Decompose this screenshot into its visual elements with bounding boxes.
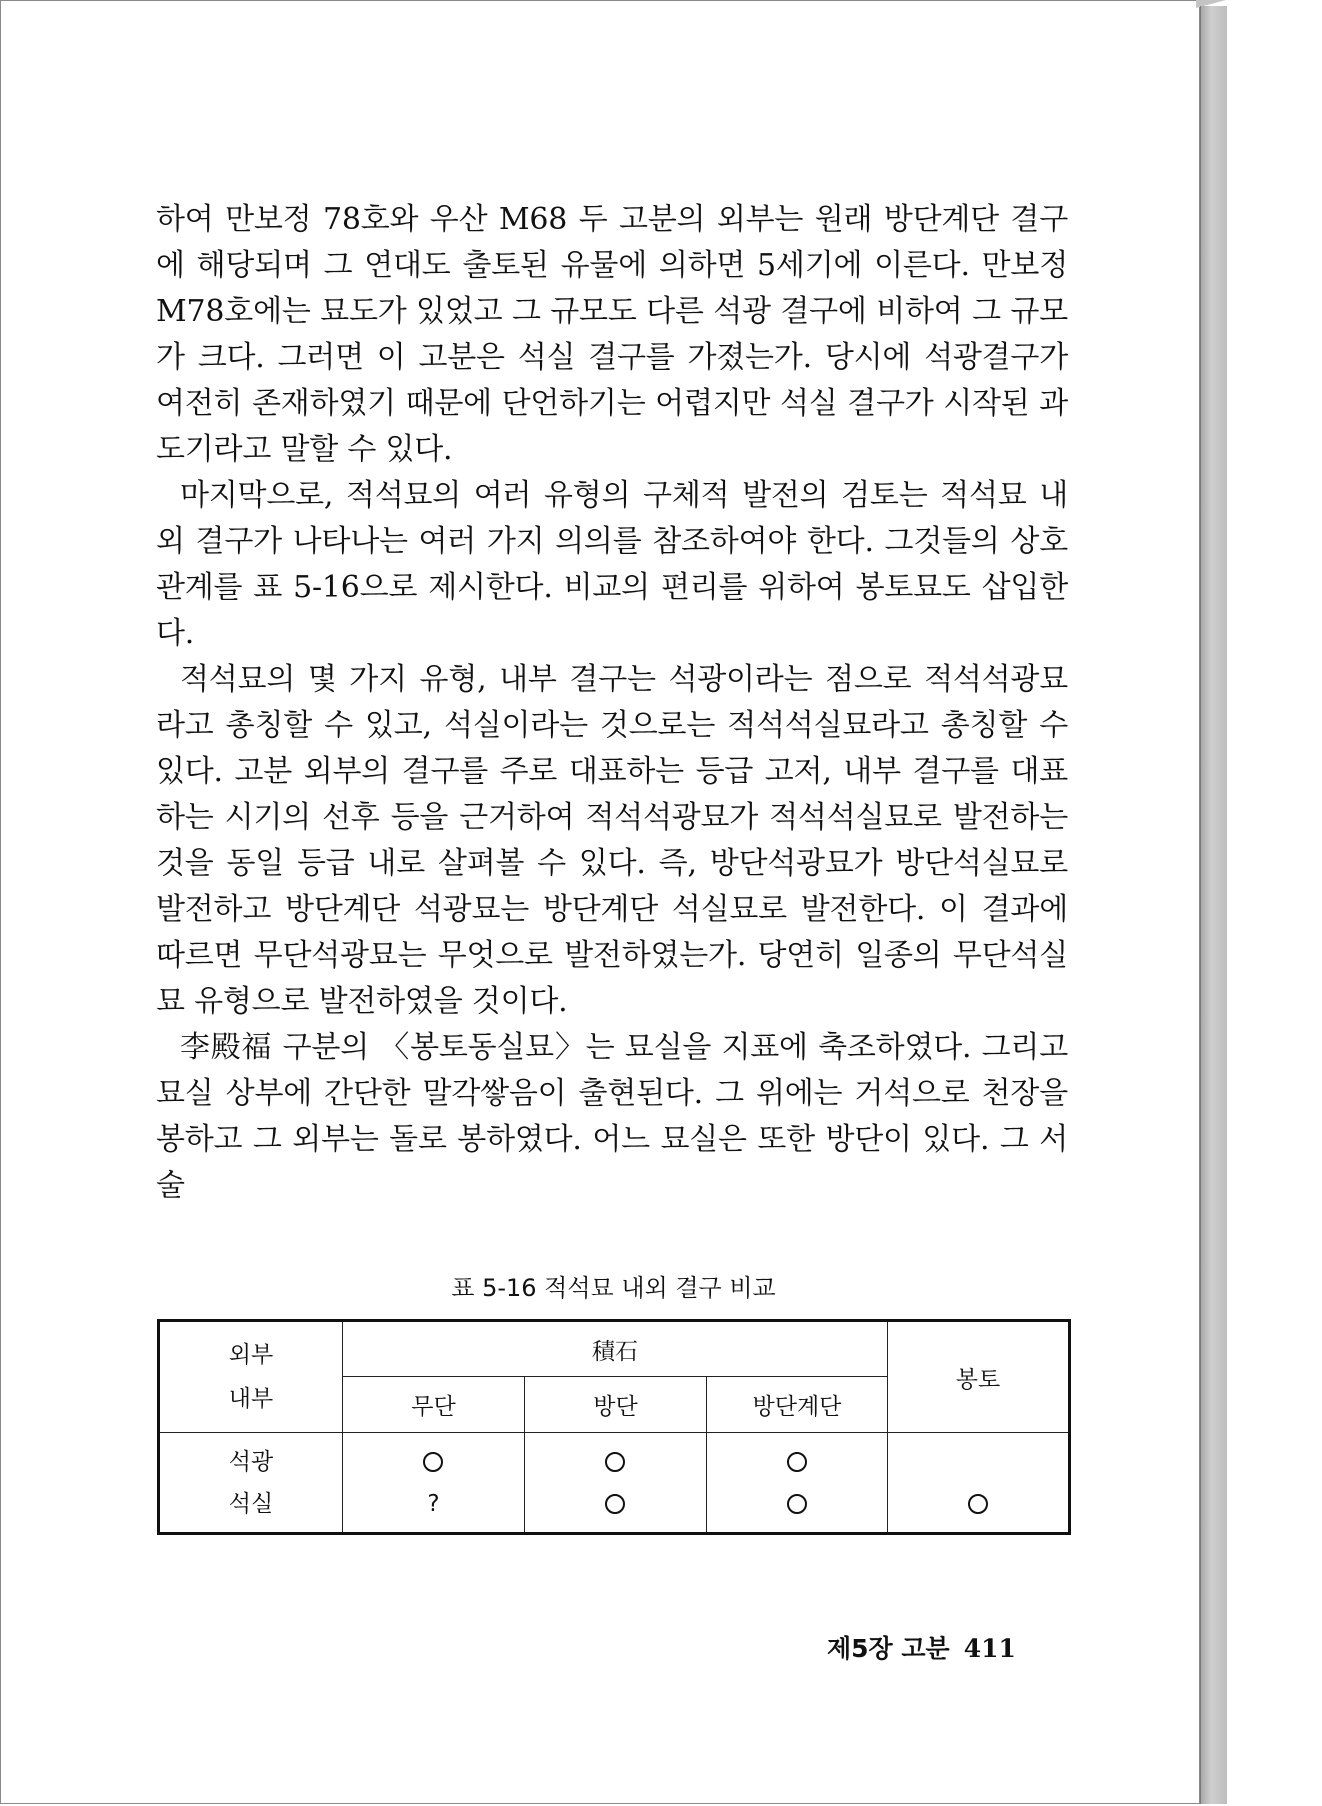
comparison-table xyxy=(157,1319,1071,1535)
page-footer xyxy=(827,1629,1057,1665)
circle-mark-icon xyxy=(605,1494,625,1514)
header-cell-bangdan-gyedan: 방단계단 xyxy=(706,1377,887,1433)
cell-bangdan xyxy=(524,1433,706,1534)
paragraph-3: 적석묘의 몇 가지 유형, 내부 결구는 석광이라는 점으로 적석석광묘라고 총칭할 수 있고, 석실이라는 것으로는 적석석실묘라고 총칭할 수 있다. 고분 외부의 결구를 주로 대표하는 등급 고저, 내부 결구를 대표하는 시기의 선후 등을 근거하여 적석석광묘가 적석석실묘로 발전하는 것을 동일 등급 내로 살펴볼 수 있다. 즉, 방단석광묘가 방단석실묘로 발전하고 방단계단 석광묘는 방단계단 석실묘로 발전한다. 이 결과에 따르면 무단석광묘는 무엇으로 발전하였는가. 당연히 일종의 무단석실묘 유형으로 발전하였을 것이다. xyxy=(156,662,1068,1019)
row-label-seoksil: 석실 xyxy=(228,1490,274,1517)
cell-bongto xyxy=(887,1433,1069,1534)
corner-label-outer: 외부 xyxy=(228,1342,274,1368)
cell-bangdan-gyedan xyxy=(706,1433,887,1534)
header-cell-bongto: 봉토 xyxy=(887,1321,1069,1433)
row-labels-cell xyxy=(159,1433,343,1534)
circle-mark-icon xyxy=(605,1452,625,1472)
body-text xyxy=(156,197,1068,1209)
page-edge xyxy=(1200,6,1227,1804)
question-mark: ? xyxy=(427,1490,440,1517)
page-number: 411 xyxy=(963,1634,1016,1663)
circle-mark-icon xyxy=(787,1452,807,1472)
group-header-cell: 積石 xyxy=(342,1321,887,1377)
corner-header-cell xyxy=(159,1321,343,1433)
corner-label-inner: 내부 xyxy=(228,1386,274,1412)
circle-mark-icon xyxy=(968,1494,988,1514)
chapter-title: 제5장 고분 xyxy=(827,1634,950,1663)
paragraph-1: 하여 만보정 78호와 우산 M68 두 고분의 외부는 원래 방단계단 결구에 해당되며 그 연대도 출토된 유물에 의하면 5세기에 이른다. 만보정 M78호에는 묘도가 있었고 그 규모도 다른 석광 결구에 비하여 그 규모가 크다. 그러면 이 고분은 석실 결구를 가졌는가. 당시에 석광결구가 여전히 존재하였기 때문에 단언하기는 어렵지만 석실 결구가 시작된 과도기라고 말할 수 있다. xyxy=(156,202,1068,467)
table-caption: 표 5-16 적석묘 내외 결구 비교 xyxy=(451,1274,776,1302)
cell-mudan xyxy=(342,1433,524,1534)
row-label-seokgwang: 석광 xyxy=(228,1448,274,1475)
circle-mark-icon xyxy=(423,1452,443,1472)
paragraph-4: 李殿福 구분의 〈봉토동실묘〉는 묘실을 지표에 축조하였다. 그리고 묘실 상부에 간단한 말각쌓음이 출현된다. 그 위에는 거석으로 천장을 봉하고 그 외부는 돌로 봉하였다. 어느 묘실은 또한 방단이 있다. 그 서술 xyxy=(156,1030,1068,1203)
header-cell-bangdan: 방단 xyxy=(524,1377,706,1433)
circle-mark-icon xyxy=(787,1494,807,1514)
header-cell-mudan: 무단 xyxy=(342,1377,524,1433)
paragraph-2: 마지막으로, 적석묘의 여러 유형의 구체적 발전의 검토는 적석묘 내외 결구가 나타나는 여러 가지 의의를 참조하여야 한다. 그것들의 상호관계를 표 5-16으로 제시한다. 비교의 편리를 위하여 봉토묘도 삽입한다. xyxy=(156,478,1068,651)
